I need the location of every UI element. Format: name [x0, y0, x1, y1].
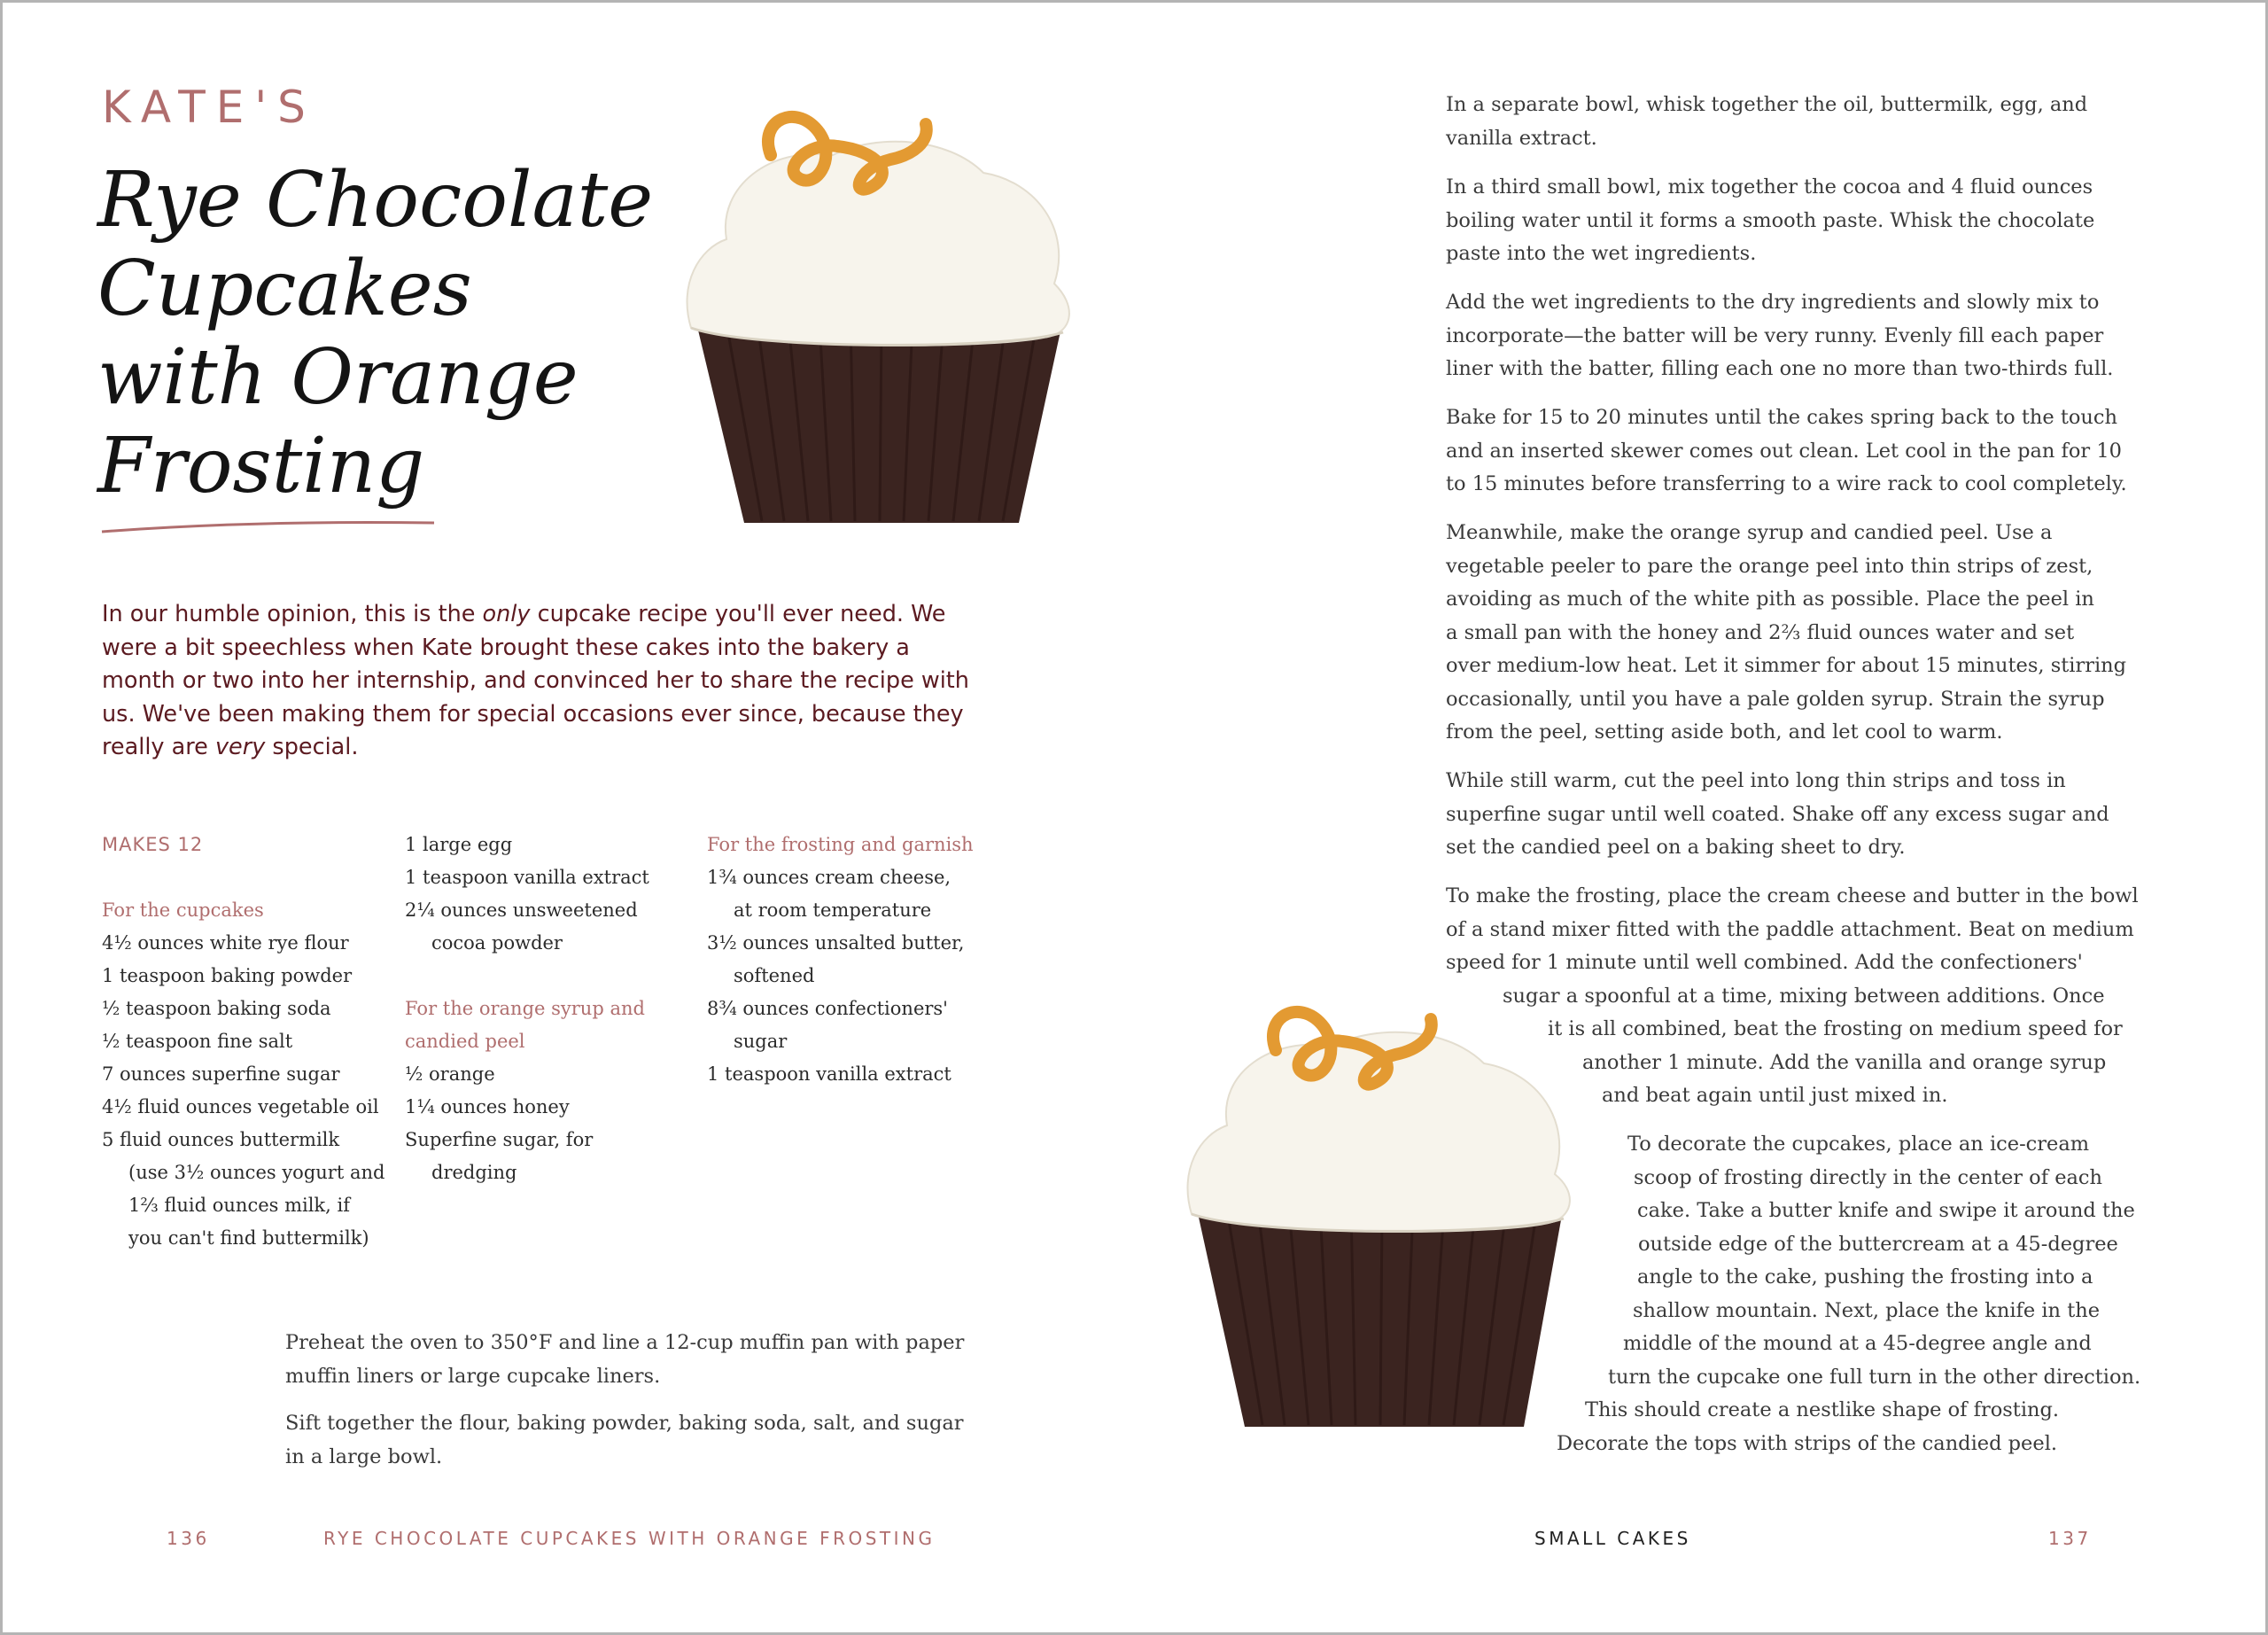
method-line: Add the wet ingredients to the dry ingredients and slowly mix to	[1446, 291, 2100, 314]
method-line: turn the cupcake one full turn in the other direction.	[1608, 1365, 2141, 1389]
method-line: outside edge of the buttercream at a 45-degree	[1638, 1232, 2118, 1256]
method-line: Meanwhile, make the orange syrup and candied peel. Use a	[1446, 521, 2053, 544]
cupcake-illustration-top	[673, 106, 1099, 532]
ingredient-cont: sugar	[734, 1031, 788, 1052]
method-line: of a stand mixer fitted with the paddle attachment. Beat on medium	[1446, 917, 2134, 941]
ingredient-note: you can't find buttermilk)	[128, 1227, 369, 1249]
ingredient: 1¼ ounces honey	[405, 1096, 570, 1117]
ingredient: 5 fluid ounces buttermilk	[102, 1129, 340, 1150]
method-line: To decorate the cupcakes, place an ice-cream	[1627, 1133, 2090, 1156]
ingredient: 1¾ ounces cream cheese,	[707, 867, 951, 888]
method-line: from the peel, setting aside both, and let cool to warm.	[1446, 720, 2003, 744]
intro-emphasis-only: only	[482, 601, 531, 627]
method-line: incorporate—the batter will be very runny. Evenly fill each paper	[1446, 323, 2104, 347]
ingredient: 1 large egg	[405, 834, 513, 855]
ingredient: 2¼ ounces unsweetened	[405, 899, 638, 921]
ingredient-note: 1⅔ fluid ounces milk, if	[128, 1195, 351, 1216]
recipe-kicker: KATE'S	[102, 82, 316, 133]
frame-border-left	[0, 0, 3, 1635]
method-paragraph-7	[1446, 517, 2126, 750]
frame-border-top	[0, 0, 2268, 3]
method-line: a small pan with the honey and 2⅔ fluid ounces water and set	[1446, 620, 2075, 644]
method-line: and beat again until just mixed in.	[1602, 1084, 1948, 1107]
ingredient-cont: cocoa powder	[431, 932, 563, 954]
recipe-yield: MAKES 12	[102, 834, 204, 855]
syrup-heading-line-2: candied peel	[405, 1031, 525, 1052]
method-paragraph-2	[285, 1407, 964, 1474]
syrup-heading-line-1: For the orange syrup and	[405, 998, 645, 1019]
method-line: In a separate bowl, whisk together the oil, buttermilk, egg, and	[1446, 93, 2088, 116]
method-line: angle to the cake, pushing the frosting into a	[1637, 1265, 2093, 1289]
method-line: Preheat the oven to 350°F and line a 12-cup muffin pan with paper	[285, 1331, 965, 1354]
method-line: occasionally, until you have a pale golden syrup. Strain the syrup	[1446, 687, 2105, 711]
method-line: middle of the mound at a 45-degree angle and	[1623, 1332, 2092, 1355]
method-line: Sift together the flour, baking powder, baking soda, salt, and sugar	[285, 1412, 964, 1435]
ingredient: Superfine sugar, for	[405, 1129, 594, 1150]
method-paragraph-8	[1446, 765, 2109, 865]
ingredient: ½ teaspoon baking soda	[102, 998, 331, 1019]
method-line: speed for 1 minute until well combined. Add the confectioners'	[1446, 951, 2083, 974]
cupcake-illustration-bottom	[1178, 1001, 1595, 1453]
method-line: This should create a nestlike shape of frosting.	[1585, 1398, 2060, 1421]
method-paragraph-1	[285, 1327, 964, 1393]
title-line-3: with Orange	[97, 333, 579, 422]
ingredient: 4½ ounces white rye flour	[102, 932, 349, 954]
page-number-left: 136	[167, 1528, 210, 1549]
ingredient: 1 teaspoon vanilla extract	[707, 1063, 951, 1085]
ingredient: 7 ounces superfine sugar	[102, 1063, 340, 1085]
recipe-title-svg	[89, 142, 726, 585]
method-line: To make the frosting, place the cream cheese and butter in the bowl	[1446, 884, 2139, 907]
method-line: scoop of frosting directly in the center of each	[1634, 1165, 2103, 1189]
method-line: in a large bowl.	[285, 1444, 443, 1468]
method-line: to 15 minutes before transferring to a wire rack to cool completely.	[1446, 472, 2127, 495]
running-head-right: SMALL CAKES	[1534, 1528, 1691, 1549]
ingredient: ½ orange	[405, 1063, 495, 1085]
method-line: superfine sugar until well coated. Shake off any excess sugar and	[1446, 802, 2109, 826]
method-paragraph-6	[1446, 401, 2127, 502]
method-line: In a third small bowl, mix together the cocoa and 4 fluid ounces	[1446, 175, 2093, 199]
ingredient: 1 teaspoon baking powder	[102, 965, 353, 986]
ingredient: ½ teaspoon fine salt	[102, 1031, 293, 1052]
recipe-intro	[102, 598, 979, 765]
frosting-heading: For the frosting and garnish	[707, 834, 974, 855]
method-paragraph-10	[1557, 1128, 2140, 1460]
ingredients-column-2	[405, 829, 697, 1189]
ingredients-column-3	[707, 829, 999, 1091]
method-line: set the candied peel on a baking sheet to dry.	[1446, 836, 1906, 859]
method-line: cake. Take a butter knife and swipe it around the	[1637, 1199, 2135, 1222]
ingredient: 1 teaspoon vanilla extract	[405, 867, 649, 888]
intro-text-3: special.	[265, 734, 359, 760]
method-line: vanilla extract.	[1446, 126, 1597, 150]
recipe-title-script	[89, 142, 726, 585]
method-line: it is all combined, beat the frosting on medium speed for	[1548, 1017, 2123, 1040]
method-line: shallow mountain. Next, place the knife in the	[1633, 1298, 2101, 1322]
method-line: avoiding as much of the white pith as possible. Place the peel in	[1446, 588, 2094, 611]
method-line: another 1 minute. Add the vanilla and orange syrup	[1582, 1050, 2107, 1074]
method-line: Bake for 15 to 20 minutes until the cakes spring back to the touch	[1446, 406, 2118, 429]
cupcakes-heading: For the cupcakes	[102, 899, 264, 921]
method-paragraph-4	[1446, 171, 2094, 271]
method-line: boiling water until it forms a smooth paste. Whisk the chocolate	[1446, 208, 2095, 232]
ingredient: 3½ ounces unsalted butter,	[707, 932, 965, 954]
title-line-2: Cupcakes	[97, 245, 472, 333]
method-paragraph-3	[1446, 89, 2087, 155]
method-line: Decorate the tops with strips of the candied peel.	[1557, 1431, 2058, 1455]
method-paragraph-5	[1446, 286, 2113, 386]
title-line-1: Rye Chocolate	[97, 156, 654, 245]
ingredient: 8¾ ounces confectioners'	[707, 998, 948, 1019]
ingredients-column-1	[102, 829, 394, 1255]
method-line: sugar a spoonful at a time, mixing between additions. Once	[1503, 984, 2105, 1008]
intro-text-1: In our humble opinion, this is the	[102, 601, 483, 627]
intro-text-2: cupcake recipe you'll ever need. We were a bit speechless when Kate brought these cakes into the bakery a month or two into her internship, and convinced her to share the recipe with us. We've been making them for special occasions ever since, because they really are	[102, 601, 969, 760]
method-line: vegetable peeler to pare the orange peel into thin strips of zest,	[1446, 554, 2093, 578]
ingredient-note: (use 3½ ounces yogurt and	[128, 1162, 385, 1183]
method-line: over medium-low heat. Let it simmer for about 15 minutes, stirring	[1446, 654, 2127, 677]
title-line-4: Frosting	[97, 422, 425, 510]
method-line: While still warm, cut the peel into long thin strips and toss in	[1446, 769, 2066, 792]
intro-emphasis-very: very	[214, 734, 266, 760]
ingredient-cont: at room temperature	[734, 899, 932, 921]
method-line: liner with the batter, filling each one no more than two-thirds full.	[1446, 357, 2114, 380]
page-number-right: 137	[2048, 1528, 2092, 1549]
method-line: paste into the wet ingredients.	[1446, 242, 1757, 265]
ingredient: 4½ fluid ounces vegetable oil	[102, 1096, 379, 1117]
title-underline	[102, 522, 434, 532]
running-head-left: RYE CHOCOLATE CUPCAKES WITH ORANGE FROSTING	[323, 1528, 936, 1549]
method-line: muffin liners or large cupcake liners.	[285, 1364, 661, 1388]
ingredient-cont: softened	[734, 965, 815, 986]
method-line: and an inserted skewer comes out clean. Let cool in the pan for 10	[1446, 439, 2122, 463]
ingredient-cont: dredging	[431, 1162, 517, 1183]
